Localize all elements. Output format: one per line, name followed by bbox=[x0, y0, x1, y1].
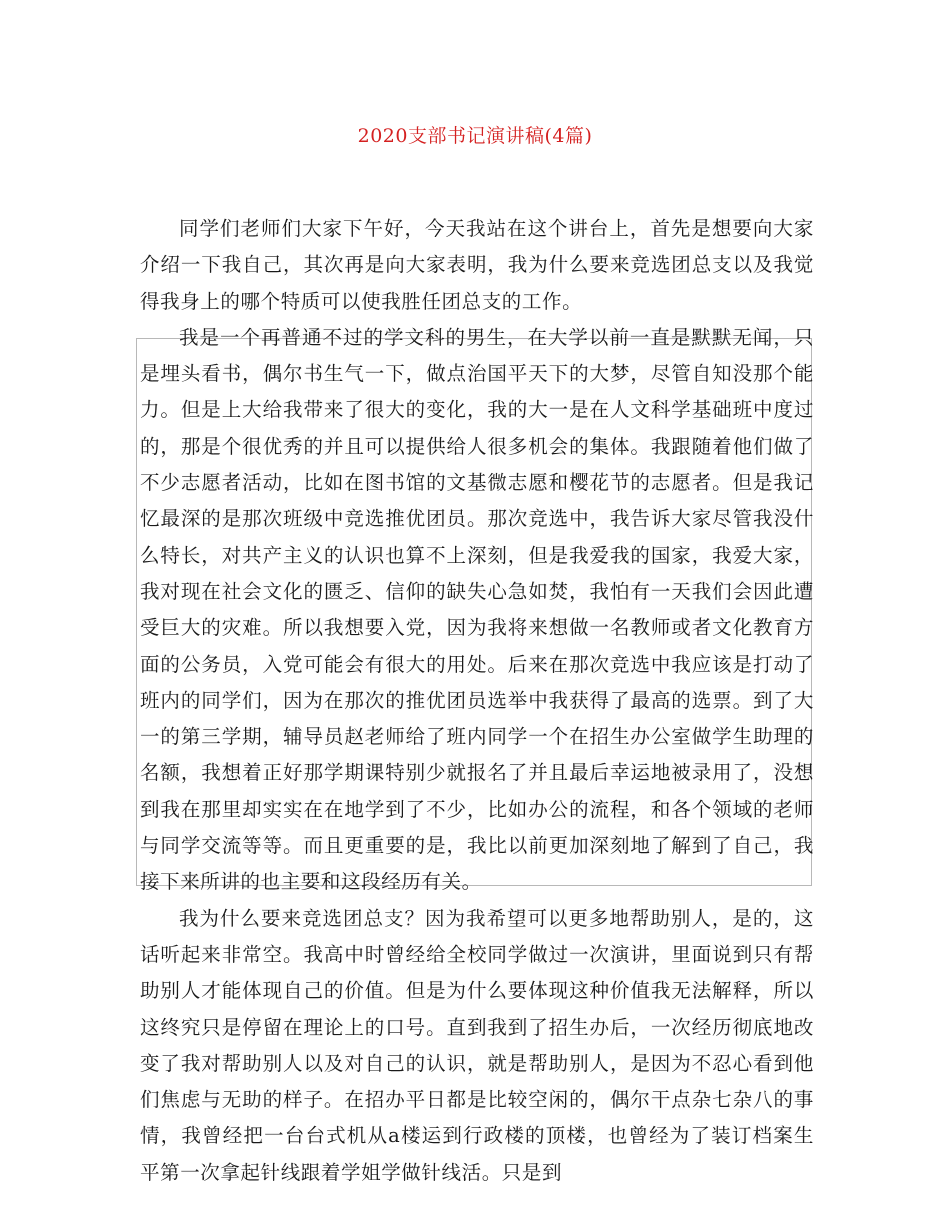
paragraph-background: 我是一个再普通不过的学文科的男生，在大学以前一直是默默无闻，只是埋头看书，偶尔书生气一下，做点治国平天下的大梦，尽管自知没那个能力。但是上大给我带来了很大的变化，我的大一是在人文科学基础班中度过的，那是个很优秀的并且可以提供给人很多机会的集体。我跟随着他们做了不少志愿者活动，比如在图书馆的文基微志愿和樱花节的志愿者。但是我记忆最深的是那次班级中竞选推优团员。那次竞选中，我告诉大家尽管我没什么特长，对共产主义的认识也算不上深刻，但是我爱我的国家，我爱大家，我对现在社会文化的匮乏、信仰的缺失心急如焚，我怕有一天我们会因此遭受巨大的灾难。所以我想要入党，因为我将来想做一名教师或者文化教育方面的公务员，入党可能会有很大的用处。后来在那次竞选中我应该是打动了班内的同学们，因为在那次的推优团员选举中我获得了最高的选票。到了大一的第三学期，辅导员赵老师给了班内同学一个在招生办公室做学生助理的名额，我想着正好那学期课特别少就报名了并且最后幸运地被录用了，没想到我在那里却实实在在地学到了不少，比如办公的流程，和各个领域的老师与同学交流等等。而且更重要的是，我比以前更加深刻地了解到了自己，我接下来所讲的也主要和这段经历有关。 bbox=[140, 325, 814, 894]
document-body bbox=[140, 211, 814, 1191]
document-title: 2020支部书记演讲稿(4篇) bbox=[357, 125, 593, 147]
paragraph-motivation: 我为什么要来竞选团总支？因为我希望可以更多地帮助别人，是的，这话听起来非常空。我高中时曾经给全校同学做过一次演讲，里面说到只有帮助别人才能体现自己的价值。但是为什么要体现这种价值我无法解释，所以这终究只是停留在理论上的口号。直到我到了招生办后，一次经历彻底地改变了我对帮助别人以及对自己的认识，就是帮助别人，是因为不忍心看到他们焦虑与无助的样子。在招办平日都是比较空闲的，偶尔干点杂七杂八的事情，我曾经把一台台式机从a楼运到行政楼的顶楼，也曾经为了装订档案生平第一次拿起针线跟着学姐学做针线活。只是到 bbox=[140, 906, 814, 1184]
paragraph-intro: 同学们老师们大家下午好，今天我站在这个讲台上，首先是想要向大家介绍一下我自己，其次再是向大家表明，我为什么要来竞选团总支以及我觉得我身上的哪个特质可以使我胜任团总支的工作。 bbox=[140, 217, 814, 313]
